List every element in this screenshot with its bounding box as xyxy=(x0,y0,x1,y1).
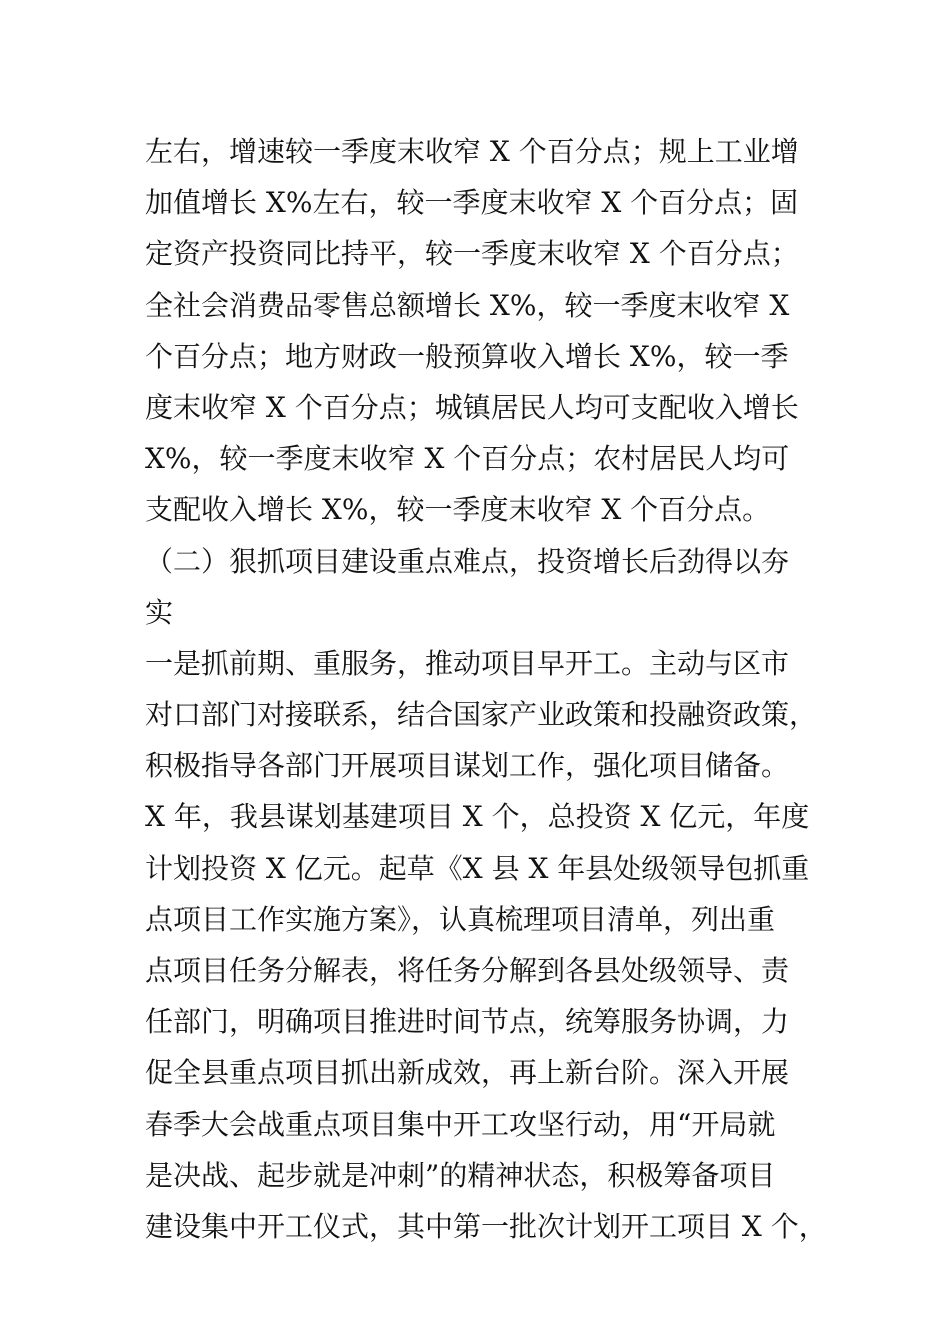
text-line: 左右，增速较一季度末收窄 X 个百分点；规上工业增 xyxy=(145,135,799,168)
text-line: 定资产投资同比持平，较一季度末收窄 X 个百分点； xyxy=(145,237,799,271)
text-line: 计划投资 X 亿元。起草《X 县 X 年县处级领导包抓重 xyxy=(145,851,810,885)
text-line: 建设集中开工仪式，其中第一批次计划开工项目 X 个， xyxy=(145,1209,827,1243)
text-line: 支配收入增长 X%，较一季度末收窄 X 个百分点。 xyxy=(145,493,771,527)
text-line: 一是抓前期、重服务，推动项目早开工。主动与区市 xyxy=(145,646,790,680)
text-line: 个百分点；地方财政一般预算收入增长 X%，较一季 xyxy=(145,339,789,373)
text-line: X%，较一季度末收窄 X 个百分点；农村居民人均可 xyxy=(145,442,790,476)
text-line: 积极指导各部门开展项目谋划工作，强化项目储备。 xyxy=(145,749,790,783)
text-line: 春季大会战重点项目集中开工攻坚行动，用“开局就 xyxy=(145,1107,776,1141)
text-line: 加值增长 X%左右，较一季度末收窄 X 个百分点；固 xyxy=(145,186,799,220)
text-line: 度末收窄 X 个百分点；城镇居民人均可支配收入增长 xyxy=(145,390,799,424)
text-line: 对口部门对接联系，结合国家产业政策和投融资政策， xyxy=(145,698,818,732)
text-line: 点项目工作实施方案》，认真梳理项目清单，列出重 xyxy=(145,902,776,936)
document-body xyxy=(145,126,827,1252)
text-line: 是决战、起步就是冲刺”的精神状态，积极筹备项目 xyxy=(145,1158,776,1192)
text-line: 促全县重点项目抓出新成效，再上新台阶。深入开展 xyxy=(145,1056,790,1090)
section-heading: 实 xyxy=(145,595,174,629)
text-line: 任部门，明确项目推进时间节点，统筹服务协调，力 xyxy=(145,1005,790,1039)
text-line: 全社会消费品零售总额增长 X%，较一季度末收窄 X xyxy=(145,288,790,322)
section-heading: （二）狠抓项目建设重点难点，投资增长后劲得以夯 xyxy=(145,544,790,578)
text-line: 点项目任务分解表，将任务分解到各县处级领导、责 xyxy=(145,954,790,987)
text-line: X 年，我县谋划基建项目 X 个，总投资 X 亿元，年度 xyxy=(145,800,810,834)
